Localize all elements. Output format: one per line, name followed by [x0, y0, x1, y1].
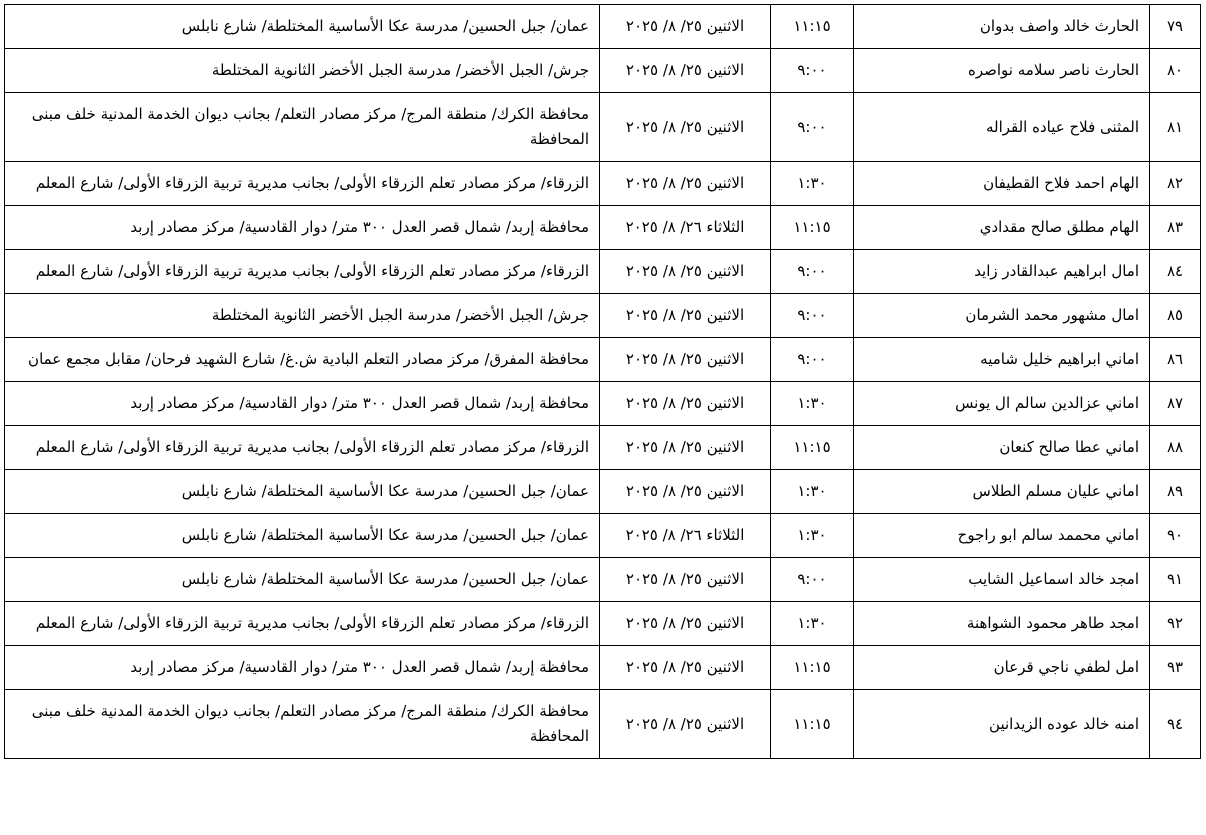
candidate-name-cell: اماني عطا صالح كنعان	[854, 426, 1150, 470]
exam-date-cell: الاثنين ٢٥/ ٨/ ٢٠٢٥	[600, 93, 771, 162]
row-number-cell: ٩٠	[1150, 514, 1201, 558]
schedule-table	[4, 4, 1201, 759]
exam-time-cell: ٩:٠٠	[771, 93, 854, 162]
exam-location-cell: محافظة إربد/ شمال قصر العدل ٣٠٠ متر/ دوار القادسية/ مركز مصادر إربد	[5, 206, 600, 250]
row-number-cell: ٨٥	[1150, 294, 1201, 338]
candidate-name-cell: اماني عزالدين سالم ال يونس	[854, 382, 1150, 426]
candidate-name-cell: المثنى فلاح عياده القراله	[854, 93, 1150, 162]
row-number-cell: ٨٢	[1150, 162, 1201, 206]
exam-time-cell: ١١:١٥	[771, 426, 854, 470]
exam-time-cell: ١:٣٠	[771, 470, 854, 514]
row-number-cell: ٩١	[1150, 558, 1201, 602]
exam-location-cell: الزرقاء/ مركز مصادر تعلم الزرقاء الأولى/ بجانب مديرية تربية الزرقاء الأولى/ شارع المعلم	[5, 162, 600, 206]
exam-date-cell: الاثنين ٢٥/ ٨/ ٢٠٢٥	[600, 338, 771, 382]
table-row	[5, 470, 1201, 514]
row-number-cell: ٨١	[1150, 93, 1201, 162]
row-number-cell: ٨٨	[1150, 426, 1201, 470]
exam-date-cell: الاثنين ٢٥/ ٨/ ٢٠٢٥	[600, 426, 771, 470]
candidate-name-cell: اماني عليان مسلم الطلاس	[854, 470, 1150, 514]
table-row	[5, 93, 1201, 162]
table-row	[5, 602, 1201, 646]
candidate-name-cell: اماني ابراهيم خليل شاميه	[854, 338, 1150, 382]
table-row	[5, 646, 1201, 690]
exam-date-cell: الاثنين ٢٥/ ٨/ ٢٠٢٥	[600, 250, 771, 294]
row-number-cell: ٨٠	[1150, 49, 1201, 93]
table-row	[5, 558, 1201, 602]
table-row	[5, 690, 1201, 759]
exam-date-cell: الاثنين ٢٥/ ٨/ ٢٠٢٥	[600, 5, 771, 49]
exam-time-cell: ٩:٠٠	[771, 294, 854, 338]
candidate-name-cell: امل لطفي ناجي قرعان	[854, 646, 1150, 690]
row-number-cell: ٧٩	[1150, 5, 1201, 49]
exam-date-cell: الاثنين ٢٥/ ٨/ ٢٠٢٥	[600, 602, 771, 646]
schedule-sheet	[4, 4, 1201, 759]
exam-date-cell: الثلاثاء ٢٦/ ٨/ ٢٠٢٥	[600, 514, 771, 558]
exam-date-cell: الاثنين ٢٥/ ٨/ ٢٠٢٥	[600, 162, 771, 206]
row-number-cell: ٨٣	[1150, 206, 1201, 250]
table-row	[5, 382, 1201, 426]
candidate-name-cell: امال مشهور محمد الشرمان	[854, 294, 1150, 338]
table-row	[5, 514, 1201, 558]
row-number-cell: ٨٦	[1150, 338, 1201, 382]
row-number-cell: ٨٩	[1150, 470, 1201, 514]
candidate-name-cell: امال ابراهيم عبدالقادر زايد	[854, 250, 1150, 294]
exam-location-cell: الزرقاء/ مركز مصادر تعلم الزرقاء الأولى/ بجانب مديرية تربية الزرقاء الأولى/ شارع المعلم	[5, 426, 600, 470]
exam-time-cell: ١١:١٥	[771, 206, 854, 250]
exam-time-cell: ١١:١٥	[771, 646, 854, 690]
row-number-cell: ٩٢	[1150, 602, 1201, 646]
exam-date-cell: الاثنين ٢٥/ ٨/ ٢٠٢٥	[600, 690, 771, 759]
candidate-name-cell: اماني محممد سالم ابو راجوح	[854, 514, 1150, 558]
exam-location-cell: الزرقاء/ مركز مصادر تعلم الزرقاء الأولى/ بجانب مديرية تربية الزرقاء الأولى/ شارع المعلم	[5, 250, 600, 294]
exam-time-cell: ٩:٠٠	[771, 338, 854, 382]
exam-location-cell: محافظة إربد/ شمال قصر العدل ٣٠٠ متر/ دوار القادسية/ مركز مصادر إربد	[5, 646, 600, 690]
exam-location-cell: جرش/ الجبل الأخضر/ مدرسة الجبل الأخضر الثانوية المختلطة	[5, 294, 600, 338]
row-number-cell: ٩٤	[1150, 690, 1201, 759]
candidate-name-cell: امجد خالد اسماعيل الشايب	[854, 558, 1150, 602]
exam-date-cell: الاثنين ٢٥/ ٨/ ٢٠٢٥	[600, 294, 771, 338]
table-row	[5, 5, 1201, 49]
exam-date-cell: الاثنين ٢٥/ ٨/ ٢٠٢٥	[600, 49, 771, 93]
exam-date-cell: الاثنين ٢٥/ ٨/ ٢٠٢٥	[600, 470, 771, 514]
exam-time-cell: ١:٣٠	[771, 382, 854, 426]
row-number-cell: ٨٧	[1150, 382, 1201, 426]
row-number-cell: ٨٤	[1150, 250, 1201, 294]
exam-location-cell: عمان/ جبل الحسين/ مدرسة عكا الأساسية المختلطة/ شارع نابلس	[5, 514, 600, 558]
exam-date-cell: الاثنين ٢٥/ ٨/ ٢٠٢٥	[600, 646, 771, 690]
candidate-name-cell: الهام احمد فلاح القطيفان	[854, 162, 1150, 206]
candidate-name-cell: امجد طاهر محمود الشواهنة	[854, 602, 1150, 646]
row-number-cell: ٩٣	[1150, 646, 1201, 690]
exam-time-cell: ٩:٠٠	[771, 49, 854, 93]
exam-location-cell: محافظة الكرك/ منطقة المرج/ مركز مصادر التعلم/ بجانب ديوان الخدمة المدنية خلف مبنى المحافظة	[5, 690, 600, 759]
exam-location-cell: محافظة إربد/ شمال قصر العدل ٣٠٠ متر/ دوار القادسية/ مركز مصادر إربد	[5, 382, 600, 426]
exam-time-cell: ١:٣٠	[771, 514, 854, 558]
exam-time-cell: ١١:١٥	[771, 5, 854, 49]
exam-time-cell: ١:٣٠	[771, 602, 854, 646]
exam-date-cell: الثلاثاء ٢٦/ ٨/ ٢٠٢٥	[600, 206, 771, 250]
exam-location-cell: عمان/ جبل الحسين/ مدرسة عكا الأساسية المختلطة/ شارع نابلس	[5, 5, 600, 49]
candidate-name-cell: الهام مطلق صالح مقدادي	[854, 206, 1150, 250]
table-row	[5, 294, 1201, 338]
exam-date-cell: الاثنين ٢٥/ ٨/ ٢٠٢٥	[600, 558, 771, 602]
exam-location-cell: عمان/ جبل الحسين/ مدرسة عكا الأساسية المختلطة/ شارع نابلس	[5, 470, 600, 514]
candidate-name-cell: الحارث خالد واصف بدوان	[854, 5, 1150, 49]
schedule-table-body	[5, 5, 1201, 759]
exam-location-cell: الزرقاء/ مركز مصادر تعلم الزرقاء الأولى/ بجانب مديرية تربية الزرقاء الأولى/ شارع المعلم	[5, 602, 600, 646]
exam-time-cell: ١:٣٠	[771, 162, 854, 206]
exam-time-cell: ٩:٠٠	[771, 250, 854, 294]
table-row	[5, 426, 1201, 470]
table-row	[5, 49, 1201, 93]
candidate-name-cell: امنه خالد عوده الزيدانين	[854, 690, 1150, 759]
table-row	[5, 206, 1201, 250]
table-row	[5, 162, 1201, 206]
exam-location-cell: جرش/ الجبل الأخضر/ مدرسة الجبل الأخضر الثانوية المختلطة	[5, 49, 600, 93]
candidate-name-cell: الحارث ناصر سلامه نواصره	[854, 49, 1150, 93]
exam-location-cell: عمان/ جبل الحسين/ مدرسة عكا الأساسية المختلطة/ شارع نابلس	[5, 558, 600, 602]
exam-date-cell: الاثنين ٢٥/ ٨/ ٢٠٢٥	[600, 382, 771, 426]
exam-location-cell: محافظة الكرك/ منطقة المرج/ مركز مصادر التعلم/ بجانب ديوان الخدمة المدنية خلف مبنى المحافظة	[5, 93, 600, 162]
exam-time-cell: ١١:١٥	[771, 690, 854, 759]
exam-location-cell: محافظة المفرق/ مركز مصادر التعلم البادية ش.غ/ شارع الشهيد فرحان/ مقابل مجمع عمان	[5, 338, 600, 382]
table-row	[5, 338, 1201, 382]
table-row	[5, 250, 1201, 294]
exam-time-cell: ٩:٠٠	[771, 558, 854, 602]
